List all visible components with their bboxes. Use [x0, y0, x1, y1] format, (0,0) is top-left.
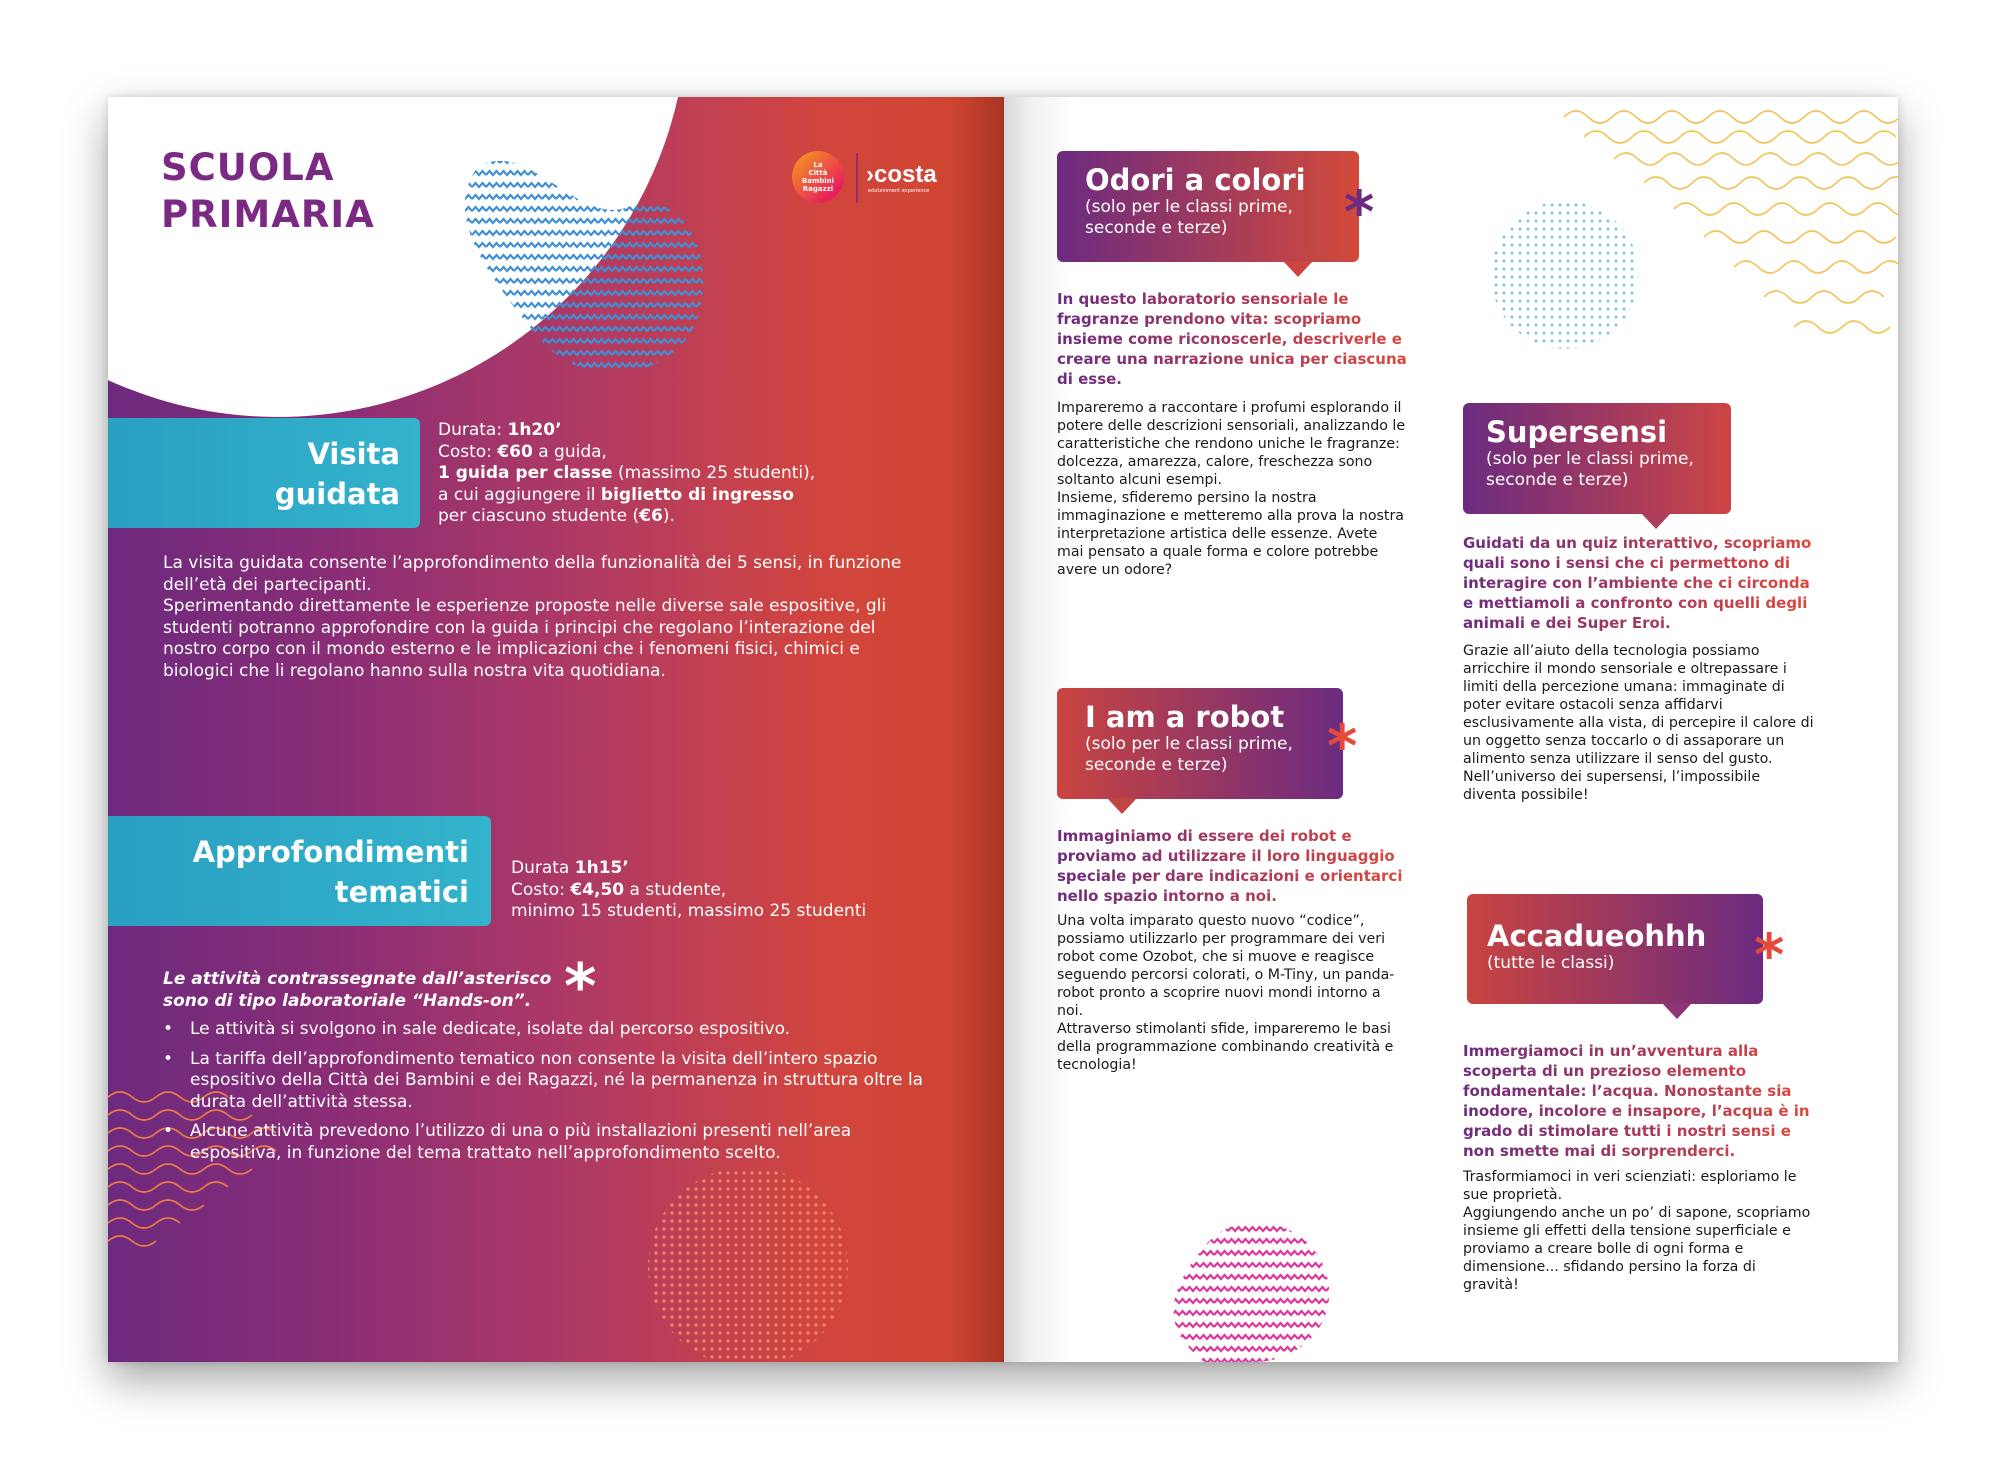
costa-logo-tagline: edutainment experience [868, 188, 930, 194]
odori-lead: In questo laboratorio sensoriale le fragranze prendono vita: scopriamo insieme come riconoscerle, descriverle e creare una narrazione unica per ciascuna di esse. [1057, 290, 1407, 388]
robot-title: I am a robot [1085, 700, 1285, 734]
title-line-1: SCUOLA [161, 146, 335, 189]
supersensi-body [1463, 642, 1815, 804]
biglietto-price: €6 [639, 506, 663, 526]
acqua-p1: Trasformiamoci in veri scienziati: esploriamo le sue proprietà. [1463, 1169, 1797, 1203]
guide-note: (massimo 25 studenti), [612, 463, 816, 483]
left-decorations [108, 97, 1004, 1362]
logo [792, 151, 972, 207]
list-item: • La tariffa dell’approfondimento tematico non consente la visita dell’intero spazio espositivo della Città dei Bambini e dei Ragazzi, né la permanenza in struttura oltre la durata dell’attività stessa. [163, 1049, 943, 1114]
right-page [1004, 97, 1898, 1362]
visita-guidata-tag [108, 418, 420, 528]
asterisk-icon: * [564, 950, 597, 1023]
studente-suffix: ). [662, 506, 675, 526]
odori-p1: Impareremo a raccontare i profumi esplorando il potere delle descrizioni sensoriali, analizzando le caratteristiche che rendono uniche le fragranze: dolcezza, amarezza, calore, freschezza sono soltanto alcuni esempi. [1057, 400, 1406, 488]
brochure-spread [108, 97, 1898, 1362]
visita-desc-p2: Sperimentando direttamente le esperienze proposte nelle diverse sale espositive, gli studenti potranno approfondire con la guida i principi che regolano l’interazione del nostro corpo con il mondo esterno e le implicazioni che i fenomeni fisici, chimici e biologici che li regolano hanno sulla nostra vita quotidiana. [163, 596, 887, 681]
appro-durata-value: 1h15’ [574, 858, 629, 878]
robot-body [1057, 912, 1407, 1074]
hands-on-note: Le attività contrassegnate dall’asterisco sono di tipo laboratoriale “Hands-on”. [163, 969, 552, 1011]
acqua-bubble [1467, 894, 1763, 1004]
asterisk-icon: * [1754, 921, 1785, 989]
biglietto-prefix: a cui aggiungere il [438, 484, 601, 505]
acqua-body [1463, 1168, 1815, 1294]
dotted-circle-blue [1491, 201, 1639, 349]
asterisk-icon: * [1327, 712, 1358, 780]
robot-p1: Una volta imparato questo nuovo “codice”, possiamo utilizzarlo per programmare dei veri robot come Ozobot, che si muove e reagisce seguendo percorsi colorati, o M-Tiny, un panda-robot pronto a scoprire nuovi mondi intorno a noi. [1057, 913, 1395, 1019]
visita-desc-p1: La visita guidata consente l’approfondimento della funzionalità dei 5 sensi, in funzione dell’età dei partecipanti. [163, 553, 902, 595]
robot-p2: Attraverso stimolanti sfide, impareremo le basi della programmazione combinando creatività e tecnologia! [1057, 1021, 1394, 1073]
studente-prefix: per ciascuno studente ( [438, 506, 640, 526]
list-item: • Alcune attività prevedono l’utilizzo di una o più installazioni presenti nell’area espositiva, in funzione del tema trattato nell’approfondimento scelto. [163, 1121, 943, 1164]
dotted-circle-orange [648, 1167, 848, 1362]
biglietto-label: biglietto di ingresso [600, 484, 794, 505]
supersensi-lead: Guidati da un quiz interattivo, scopriamo quali sono i sensi che ci permettono di interagire con l’ambiente che ci circonda e mettiamoli a confronto con quelli degli animali e dei Super Eroi. [1463, 533, 1815, 633]
odori-body [1057, 399, 1407, 579]
robot-lead: Immaginiamo di essere dei robot e proviamo ad utilizzare il loro linguaggio speciale per dare indicazioni e orientarci nello spazio intorno a noi. [1057, 826, 1407, 906]
acqua-lead: Immergiamoci in un’avventura alla scoperta di un prezioso elemento fondamentale: l’acqua. Nonostante sia inodore, incolore e insapore, l’acqua è in grado di stimolare tutti i nostri sensi e non smette mai di sorprenderci. [1463, 1041, 1815, 1161]
durata-value: 1h20’ [507, 420, 562, 440]
robot-subtitle: (solo per le classi prime, seconde e terze) [1085, 734, 1293, 775]
odori-subtitle: (solo per le classi prime, seconde e terze) [1085, 197, 1293, 238]
odori-title: Odori a colori [1085, 163, 1306, 197]
asterisk-icon: * [1344, 178, 1375, 246]
guide-count: 1 guida per classe [438, 463, 613, 483]
appro-label-line-2: tematici [334, 875, 469, 909]
visita-description [163, 553, 933, 682]
title-line-2: PRIMARIA [161, 193, 375, 236]
acqua-title: Accadueohhh [1487, 919, 1707, 953]
appro-bullet-list [163, 1019, 943, 1172]
costo-label: Costo: [438, 441, 498, 462]
appro-costo-suffix: a studente, [624, 879, 727, 900]
citta-bambini-logo-badge: La Città Bambini Ragazzi [792, 151, 844, 203]
visita-label-line-2: guidata [274, 477, 400, 511]
visita-label-line-1: Visita [307, 437, 400, 471]
list-item: • Le attività si svolgono in sale dedicate, isolate dal percorso espositivo. [163, 1019, 943, 1041]
durata-label: Durata: [438, 420, 508, 440]
page-title [161, 144, 375, 238]
appro-min-max: minimo 15 studenti, massimo 25 studenti [511, 901, 867, 921]
appro-durata-label: Durata [511, 858, 575, 878]
costo-value: €60 [497, 441, 533, 462]
zigzag-blob-pink [1174, 1222, 1330, 1362]
supersensi-title: Supersensi [1486, 415, 1668, 449]
appro-costo-label: Costo: [511, 879, 571, 900]
appro-costo-value: €4,50 [570, 879, 625, 900]
costo-suffix: a guida, [532, 441, 607, 462]
left-page [108, 97, 1004, 1362]
supersensi-subtitle: (solo per le classi prime, seconde e terze) [1486, 449, 1694, 490]
appro-info [511, 858, 866, 923]
odori-p2: Insieme, sfideremo persino la nostra immaginazione e metteremo alla prova la nostra interpretazione artistica delle essenze. Avete mai pensato a quale forma e colore potrebbe avere un odore? [1057, 490, 1404, 578]
supersensi-p1: Grazie all’aiuto della tecnologia possiamo arricchire il mondo sensoriale e oltrepassare i limiti della percezione umana: immaginate di poter evitare ostacoli senza affidarvi esclusivamente alla vista, di percepire il calore di un oggetto senza toccarlo o di assaporare un alimento senza utilizzare il senso del gusto. Nell’universo dei supersensi, l’impossibile diventa possibile! [1463, 643, 1814, 803]
acqua-subtitle: (tutte le classi) [1487, 953, 1615, 973]
odori-bubble [1057, 151, 1359, 262]
supersensi-bubble [1463, 403, 1731, 514]
approfondimenti-tag [108, 816, 491, 926]
acqua-p2: Aggiungendo anche un po’ di sapone, scopriamo insieme gli effetti della tensione superficiale e proviamo a creare bolle di ogni forma e dimensione... sfidando persino la forza di gravità! [1463, 1205, 1811, 1293]
visita-info [438, 420, 815, 528]
costa-logo-text: ›costa [866, 161, 937, 188]
logo-divider [856, 153, 858, 203]
robot-bubble [1057, 688, 1343, 799]
appro-label-line-1: Approfondimenti [192, 835, 469, 869]
